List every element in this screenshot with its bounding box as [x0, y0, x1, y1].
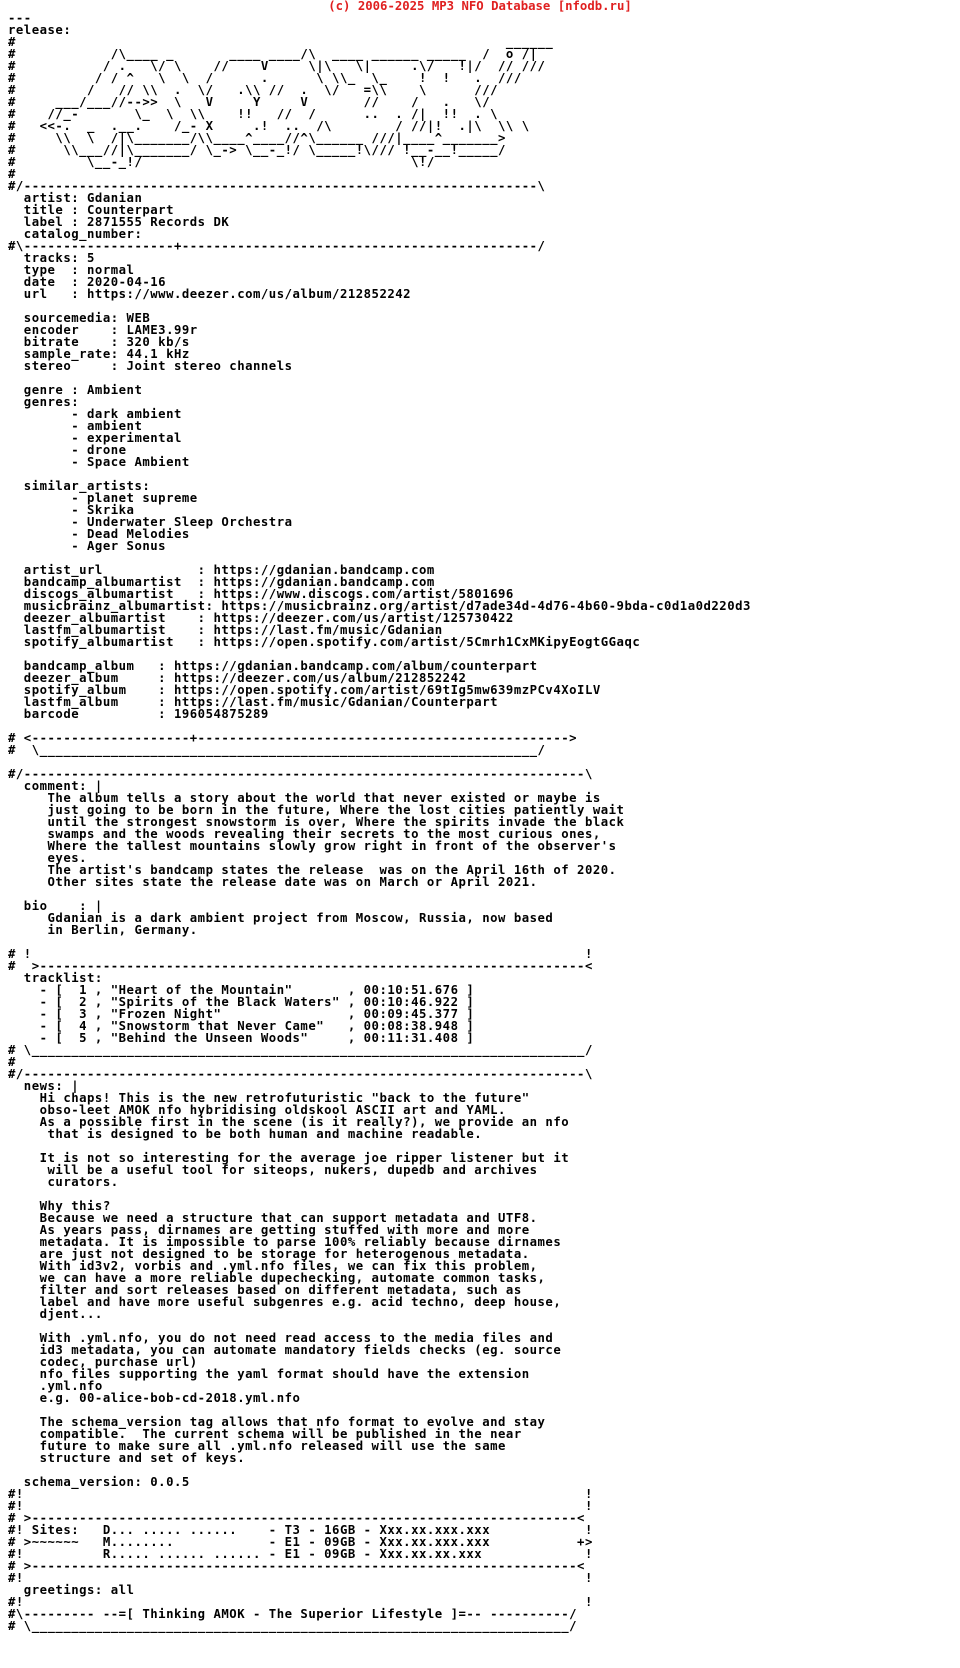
- nfo-line: stereo : Joint stereo channels: [8, 359, 293, 373]
- nfo-line: # //_- \_ \ \\ !! // / .. . /| !! . \: [8, 107, 499, 121]
- nfo-line: structure and set of keys.: [8, 1451, 246, 1465]
- nfo-line: # <<-. _ .__. /_- X .! .. /\ / //|! .|\ \\ \: [8, 119, 530, 133]
- nfo-line: Why this?: [8, 1199, 111, 1213]
- nfo-line: # \______________________________________________________________________/: [8, 1043, 593, 1057]
- nfo-line: # \\ \ /|\_______/\\____^____//^\______ ///|____^_______>: [8, 131, 506, 145]
- nfo-line: news: |: [8, 1079, 80, 1093]
- nfo-line: just going to be born in the future, Where the lost cities patiently wait: [8, 803, 625, 817]
- nfo-line: # <--------------------+----------------------------------------------->: [8, 731, 578, 745]
- nfo-line: - Space Ambient: [8, 455, 190, 469]
- nfo-line: With .yml.nfo, you do not need read access to the media files and: [8, 1331, 554, 1345]
- nfo-line: codec, purchase url): [8, 1355, 198, 1369]
- nfo-line: will be a useful tool for siteops, nukers, dupedb and archives: [8, 1163, 538, 1177]
- nfo-line: # ___/___//-->> \ V Y V // / . \/: [8, 95, 491, 109]
- nfo-line: - dark ambient: [8, 407, 182, 421]
- nfo-line: schema_version: 0.0.5: [8, 1475, 190, 1489]
- nfo-line: #/-----------------------------------------------------------------------\: [8, 1067, 593, 1081]
- nfo-line: swamps and the woods revealing their secrets to the most curious ones,: [8, 827, 601, 841]
- nfo-line: Other sites state the release date was on March or April 2021.: [8, 875, 538, 889]
- nfo-line: - [ 4 , "Snowstorm that Never Came" , 00:08:38.948 ]: [8, 1019, 475, 1033]
- nfo-line: tracks: 5: [8, 251, 95, 265]
- nfo-line: filter and sort releases based on different metadata, such as: [8, 1283, 522, 1297]
- nfo-line: bandcamp_albumartist : https://gdanian.bandcamp.com: [8, 575, 435, 589]
- nfo-line: future to make sure all .yml.nfo released will use the same: [8, 1439, 506, 1453]
- nfo-line: ---: [8, 11, 32, 25]
- nfo-line: url : https://www.deezer.com/us/album/212852242: [8, 287, 412, 301]
- nfo-line: # ! !: [8, 947, 593, 961]
- nfo-line: similar_artists:: [8, 479, 151, 493]
- nfo-line: that is designed to be both human and machine readable.: [8, 1127, 483, 1141]
- nfo-line: - planet supreme: [8, 491, 198, 505]
- nfo-line: # \\___//|\_______/ \_-> \__-_!/ \_____!\/// !__-__!_____/: [8, 143, 506, 157]
- nfo-line: With id3v2, vorbis and .yml.nfo files, we can fix this problem,: [8, 1259, 538, 1273]
- nfo-line: lastfm_album : https://last.fm/music/Gdanian/Counterpart: [8, 695, 499, 709]
- nfo-line: sourcemedia: WEB: [8, 311, 151, 325]
- nfo-line: catalog_number:: [8, 227, 143, 241]
- nfo-line: genres:: [8, 395, 80, 409]
- nfo-line: - Skrika: [8, 503, 135, 517]
- nfo-line: musicbrainz_albumartist: https://musicbrainz.org/artist/d7ade34d-4d76-4b60-9bda-c0d1a0d220d3: [8, 599, 751, 613]
- nfo-line: Hi chaps! This is the new retrofuturistic "back to the future": [8, 1091, 530, 1105]
- nfo-line: barcode : 196054875289: [8, 707, 269, 721]
- nfo-line: label and have more useful subgenres e.g. acid techno, deep house,: [8, 1295, 562, 1309]
- nfo-text-block: [8, 12, 751, 1632]
- nfo-line: eyes.: [8, 851, 88, 865]
- nfo-line: date : 2020-04-16: [8, 275, 167, 289]
- nfo-line: # /\____ _ ____ ____/\ ____ ______ _____ / o /|: [8, 47, 538, 61]
- nfo-line: comment: |: [8, 779, 103, 793]
- nfo-line: metadata. It is impossible to parse 100% reliably because dirnames: [8, 1235, 562, 1249]
- nfo-line: deezer_album : https://deezer.com/us/album/212852242: [8, 671, 467, 685]
- nfo-line: we can have a more reliable dupechecking, automate common tasks,: [8, 1271, 546, 1285]
- nfo-line: #\--------- --=[ Thinking AMOK - The Superior Lifestyle ]=-- ----------/: [8, 1607, 578, 1621]
- nfo-line: id3 metadata, you can automate mandatory fields checks (eg. source: [8, 1343, 562, 1357]
- nfo-line: It is not so interesting for the average joe ripper listener but it: [8, 1151, 570, 1165]
- nfo-line: The album tells a story about the world that never existed or maybe is: [8, 791, 601, 805]
- nfo-line: - ambient: [8, 419, 143, 433]
- nfo-line: spotify_album : https://open.spotify.com/artist/69tIg5mw639mzPCv4XoILV: [8, 683, 601, 697]
- nfo-line: #! Sites: D... ..... ...... - T3 - 16GB - Xxx.xx.xxx.xxx !: [8, 1523, 593, 1537]
- nfo-line: genre : Ambient: [8, 383, 143, 397]
- nfo-line: #! !: [8, 1571, 593, 1585]
- nfo-line: - [ 3 , "Frozen Night" , 00:09:45.377 ]: [8, 1007, 475, 1021]
- nfo-line: type : normal: [8, 263, 135, 277]
- nfo-line: #! !: [8, 1595, 593, 1609]
- copyright-banner: (c) 2006-2025 MP3 NFO Database [nfodb.ru]: [328, 0, 632, 13]
- nfo-line: bio : |: [8, 899, 103, 913]
- nfo-line: # \____________________________________________________________________/: [8, 1619, 578, 1633]
- nfo-line: bitrate : 320 kb/s: [8, 335, 190, 349]
- nfo-line: # / . \/ \ // V \|\ \| .\/ !|/ // ///: [8, 59, 546, 73]
- nfo-line: Gdanian is a dark ambient project from Moscow, Russia, now based: [8, 911, 554, 925]
- nfo-line: title : Counterpart: [8, 203, 174, 217]
- nfo-line: #: [8, 167, 16, 181]
- nfo-line: deezer_albumartist : https://deezer.com/us/artist/125730422: [8, 611, 514, 625]
- nfo-line: compatible. The current schema will be published in the near: [8, 1427, 522, 1441]
- nfo-line: greetings: all: [8, 1583, 135, 1597]
- nfo-line: # / // \\ . \/ .\\ // . \/ =\\ \ ///: [8, 83, 499, 97]
- nfo-line: spotify_albumartist : https://open.spotify.com/artist/5Cmrh1CxMKipyEogtGGaqc: [8, 635, 641, 649]
- nfo-line: [8, 888, 751, 900]
- nfo-line: artist_url : https://gdanian.bandcamp.com: [8, 563, 435, 577]
- nfo-line: #! R..... ...... ...... - E1 - 09GB - Xxx.xx.xx.xxx !: [8, 1547, 593, 1561]
- nfo-line: sample_rate: 44.1 kHz: [8, 347, 190, 361]
- nfo-line: .yml.nfo: [8, 1379, 103, 1393]
- nfo-line: label : 2871555 Records DK: [8, 215, 230, 229]
- nfo-line: until the strongest snowstorm is over, Where the spirits invade the black: [8, 815, 625, 829]
- nfo-line: # \__-_!/ \!/: [8, 155, 435, 169]
- nfo-line: - [ 1 , "Heart of the Mountain" , 00:10:51.676 ]: [8, 983, 475, 997]
- nfo-line: [8, 1188, 751, 1200]
- nfo-line: discogs_albumartist : https://www.discogs.com/artist/5801696: [8, 587, 514, 601]
- nfo-line: nfo files supporting the yaml format should have the extension: [8, 1367, 530, 1381]
- nfo-line: # >~~~~~~ M........ - E1 - 09GB - Xxx.xx.xxx.xxx +>: [8, 1535, 593, 1549]
- nfo-line: # / / ^ \ \ / . \ \\_ \_ ! ! . ///: [8, 71, 522, 85]
- nfo-line: #! !: [8, 1499, 593, 1513]
- nfo-line: #/-----------------------------------------------------------------------\: [8, 767, 593, 781]
- nfo-line: in Berlin, Germany.: [8, 923, 198, 937]
- nfo-line: obso-leet AMOK nfo hybridising oldskool ASCII art and YAML.: [8, 1103, 506, 1117]
- nfo-line: #: [8, 1055, 16, 1069]
- nfo-line: #! !: [8, 1487, 593, 1501]
- nfo-line: are just not designed to be storage for heterogenous metadata.: [8, 1247, 530, 1261]
- nfo-line: lastfm_albumartist : https://last.fm/music/Gdanian: [8, 623, 443, 637]
- nfo-line: - [ 5 , "Behind the Unseen Woods" , 00:11:31.408 ]: [8, 1031, 475, 1045]
- nfo-line: - Dead Melodies: [8, 527, 190, 541]
- nfo-line: tracklist:: [8, 971, 103, 985]
- nfo-line: encoder : LAME3.99r: [8, 323, 198, 337]
- nfo-line: # >---------------------------------------------------------------------<: [8, 959, 593, 973]
- nfo-line: # >---------------------------------------------------------------------<: [8, 1511, 585, 1525]
- nfo-line: #/-----------------------------------------------------------------\: [8, 179, 546, 193]
- nfo-line: # >---------------------------------------------------------------------<: [8, 1559, 585, 1573]
- nfo-line: release:: [8, 23, 72, 37]
- nfo-line: - experimental: [8, 431, 182, 445]
- nfo-line: - [ 2 , "Spirits of the Black Waters" , 00:10:46.922 ]: [8, 995, 475, 1009]
- nfo-line: As a possible first in the scene (is it really?), we provide an nfo: [8, 1115, 570, 1129]
- nfo-line: curators.: [8, 1175, 119, 1189]
- nfo-line: As years pass, dirnames are getting stuffed with more and more: [8, 1223, 530, 1237]
- nfo-line: The schema_version tag allows that nfo format to evolve and stay: [8, 1415, 546, 1429]
- nfo-line: bandcamp_album : https://gdanian.bandcamp.com/album/counterpart: [8, 659, 538, 673]
- nfo-line: - Underwater Sleep Orchestra: [8, 515, 293, 529]
- nfo-line: - drone: [8, 443, 127, 457]
- nfo-line: Because we need a structure that can support metadata and UTF8.: [8, 1211, 538, 1225]
- nfo-line: Where the tallest mountains slowly grow right in front of the observer's: [8, 839, 617, 853]
- nfo-line: #\-------------------+---------------------------------------------/: [8, 239, 546, 253]
- nfo-line: e.g. 00-alice-bob-cd-2018.yml.nfo: [8, 1391, 301, 1405]
- nfo-line: artist: Gdanian: [8, 191, 143, 205]
- nfo-line: # \_______________________________________________________________/: [8, 743, 546, 757]
- nfo-line: # ______: [8, 35, 554, 49]
- nfo-line: djent...: [8, 1307, 103, 1321]
- nfo-line: - Ager Sonus: [8, 539, 167, 553]
- nfo-line: The artist's bandcamp states the release was on the April 16th of 2020.: [8, 863, 617, 877]
